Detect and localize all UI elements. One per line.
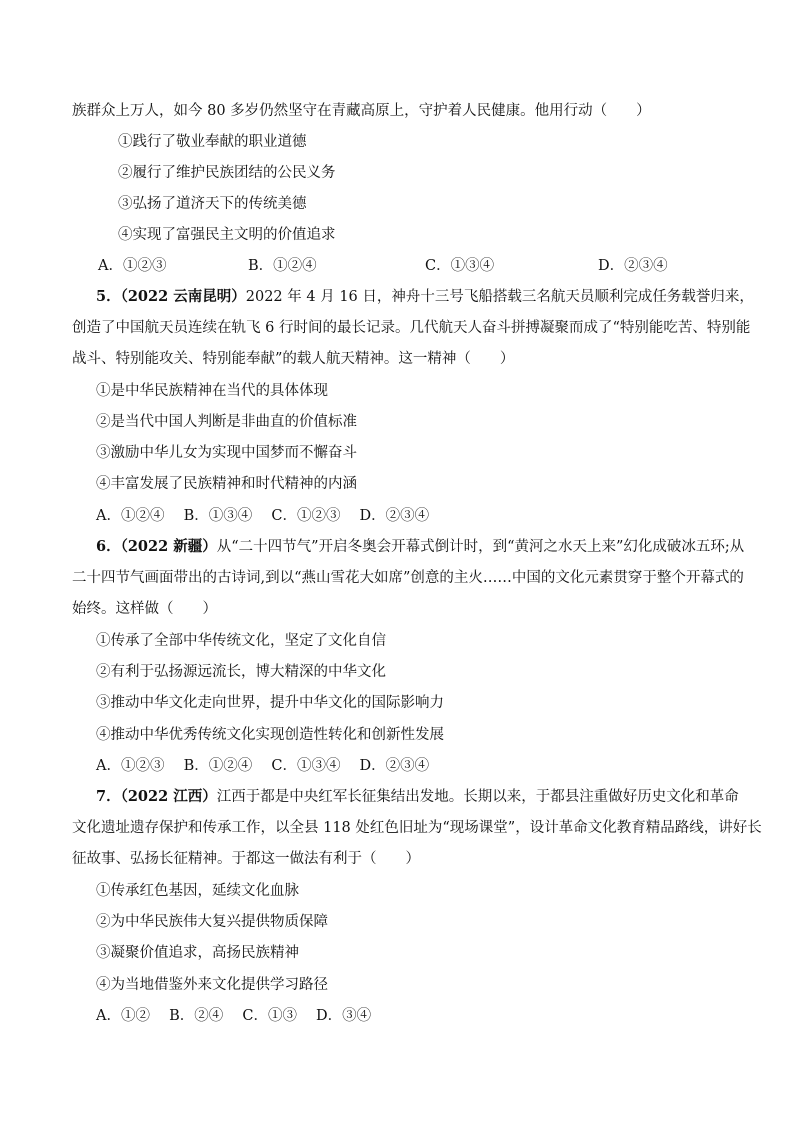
q6-item-1: ①传承了全部中华传统文化，坚定了文化自信 — [96, 633, 386, 649]
q4-item-2: ②履行了维护民族团结的公民义务 — [118, 165, 336, 181]
q4-choice-d[interactable]: D．②③④ — [598, 258, 668, 274]
q7-stem-line-3: 征故事、弘扬长征精神。于都这一做法有利于（ ） — [72, 851, 420, 867]
q5-stem-line-2: 创造了中国航天员连续在轨飞 6 行时间的最长记录。几代航天人奋斗拼搏凝聚而成了“特别能吃苦、特别能 — [72, 320, 751, 336]
q7-choices[interactable]: A．①② B．②④ C．①③ D．③④ — [96, 1008, 372, 1024]
q5-source: （2022 云南昆明） — [120, 288, 246, 305]
q5-item-3: ③激励中华儿女为实现中国梦而不懈奋斗 — [96, 445, 357, 461]
q6-number: 6． — [96, 538, 121, 555]
q7-item-3: ③凝聚价值追求，高扬民族精神 — [96, 945, 299, 961]
q4-choice-c[interactable]: C．①③④ — [425, 258, 495, 274]
q4-item-4: ④实现了富强民主文明的价值追求 — [118, 227, 336, 243]
q6-source: （2022 新疆） — [120, 538, 217, 555]
q4-item-1: ①践行了敬业奉献的职业道德 — [118, 134, 307, 150]
q6-item-2: ②有利于弘扬源远流长，博大精深的中华文化 — [96, 664, 386, 680]
q7-stem-line-1: 江西于都是中央红军长征集结出发地。长期以来，于都县注重做好历史文化和革命 — [216, 789, 739, 805]
q6-stem-line-3: 始终。这样做（ ） — [72, 601, 217, 617]
q4-choice-a[interactable]: A．①②③ — [98, 258, 167, 274]
q4-item-3: ③弘扬了道济天下的传统美德 — [118, 196, 307, 212]
q7-item-4: ④为当地借鉴外来文化提供学习路径 — [96, 977, 328, 993]
q7-number: 7． — [96, 788, 121, 805]
q5-number: 5． — [96, 288, 121, 305]
q4-stem-tail: 族群众上万人，如今 80 多岁仍然坚守在青藏高原上，守护着人民健康。他用行动（ ） — [72, 103, 651, 119]
q4-choices — [98, 256, 698, 276]
q6-stem-line-2: 二十四节气画面带出的古诗词,到以“燕山雪花大如席”创意的主火……中国的文化元素贯穿于整个开幕式的 — [72, 570, 744, 586]
q5-choices[interactable]: A．①②④ B．①③④ C．①②③ D．②③④ — [96, 508, 430, 524]
q5-item-2: ②是当代中国人判断是非曲直的价值标准 — [96, 414, 357, 430]
q7-stem-line-2: 文化遗址遗存保护和传承工作，以全县 118 处红色旧址为“现场课堂”，设计革命文化教育精品路线，讲好长 — [72, 820, 762, 836]
q5-stem-line-3: 战斗、特别能攻关、特别能奉献”的载人航天精神。这一精神（ ） — [72, 351, 515, 367]
q4-choice-b[interactable]: B．①②④ — [248, 258, 317, 274]
q6-item-4: ④推动中华优秀传统文化实现创造性转化和创新性发展 — [96, 727, 444, 743]
q5-item-4: ④丰富发展了民族精神和时代精神的内涵 — [96, 476, 357, 492]
q7-item-1: ①传承红色基因，延续文化血脉 — [96, 883, 299, 899]
q7-first-line — [96, 787, 739, 807]
q6-choices[interactable]: A．①②③ B．①②④ C．①③④ D．②③④ — [96, 758, 430, 774]
q6-stem-line-1: 从“二十四节气”开启冬奥会开幕式倒计时，到“黄河之水天上来”幻化成破冰五环;从 — [216, 539, 745, 555]
q5-item-1: ①是中华民族精神在当代的具体体现 — [96, 383, 328, 399]
q7-source: （2022 江西） — [120, 788, 217, 805]
q7-item-2: ②为中华民族伟大复兴提供物质保障 — [96, 914, 328, 930]
q6-item-3: ③推动中华文化走向世界，提升中华文化的国际影响力 — [96, 695, 444, 711]
q5-stem-line-1: 2022 年 4 月 16 日，神舟十三号飞船搭载三名航天员顺利完成任务载誉归来， — [245, 289, 754, 305]
q5-first-line — [96, 287, 754, 307]
q6-first-line — [96, 537, 744, 557]
